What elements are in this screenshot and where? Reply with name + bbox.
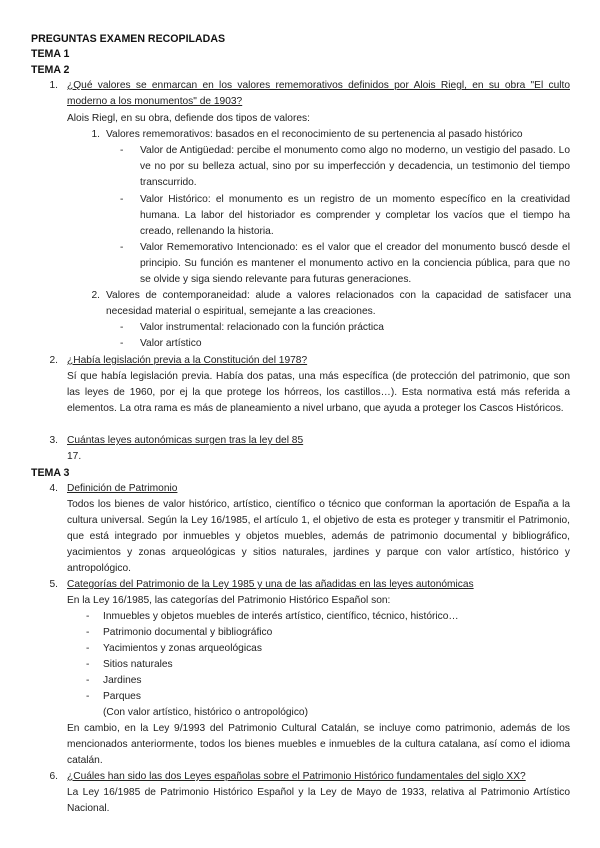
q5-outro: En cambio, en la Ley 9/1993 del Patrimonio Cultural Catalán, se incluye como patrimonio, además de los mencionados anteriormente, todos los bienes muebles e inmuebles de la cultura catalana, así como el idioma catalán. — [67, 723, 570, 766]
question-5: Categorías del Patrimonio de la Ley 1985 y una de las añadidas en las leyes autonómicas — [67, 579, 474, 590]
list-item: Patrimonio documental y bibliográfico — [103, 627, 273, 638]
list-dash: - — [120, 242, 124, 253]
question-number: 4. — [49, 483, 58, 494]
list-item: Sitios naturales — [103, 659, 173, 670]
answer-3: 17. — [67, 451, 82, 462]
list-item: Valor Rememorativo Intencionado: es el valor que el creador del monumento buscó desde el principio. Su función es mantener el monumento activo en la conciencia pública, para que no se olvide y siga siendo relevante para futuras generaciones. — [140, 242, 570, 285]
q1-intro: Alois Riegl, en su obra, defiende dos tipos de valores: — [67, 113, 310, 124]
list-item: Inmuebles y objetos muebles de interés artístico, científico, técnico, histórico… — [103, 611, 459, 622]
list-item: Parques — [103, 691, 141, 702]
question-number: 6. — [49, 771, 58, 782]
question-number: 5. — [49, 579, 58, 590]
q5-intro: En la Ley 16/1985, las categorías del Patrimonio Histórico Español son: — [67, 595, 391, 606]
tema-1-heading: TEMA 1 — [31, 48, 70, 60]
list-dash: - — [120, 194, 124, 205]
question-3: Cuántas leyes autonómicas surgen tras la ley del 85 — [67, 435, 304, 446]
list-item: Valor de Antigüedad: percibe el monumento como algo no moderno, un vestigio del pasado. Lo ve no por su belleza actual, sino por su imperfección y decadencia, un testimonio del tiempo transcurrido. — [140, 145, 570, 188]
list-dash: - — [120, 338, 124, 349]
tema-2-heading: TEMA 2 — [31, 64, 70, 76]
doc-title: PREGUNTAS EXAMEN RECOPILADAS — [31, 33, 226, 45]
question-2: ¿Había legislación previa a la Constitución del 1978? — [67, 355, 308, 366]
answer-2: Sí que había legislación previa. Había dos patas, una más específica (de protección del patrimonio, que son las leyes de 1960, por ej la que protege los hórreos, los castillos…). Esta normativa está más referida a elementos. La otra rama es más de planeamiento a nivel urbano, que ayuda a proteger los Cascos Históricos. — [67, 371, 570, 414]
list-dash: - — [86, 691, 90, 702]
list-item: Valor Histórico: el monumento es un registro de un momento específico en la creatividad humana. La labor del historiador es comprender y completar los vacíos que el tiempo ha creado, rellenando la historia. — [140, 194, 570, 237]
sub-number: 1. — [91, 129, 100, 140]
tema-3-heading: TEMA 3 — [31, 467, 70, 479]
q1-sub2: Valores de contemporaneidad: alude a valores relacionados con la capacidad de satisfacer una necesidad material o espiritual, semejante a las creaciones. — [106, 290, 571, 317]
question-4: Definición de Patrimonio — [67, 483, 178, 494]
question-6: ¿Cuáles han sido las dos Leyes españolas sobre el Patrimonio Histórico fundamentales del siglo XX? — [67, 771, 526, 782]
q5-note: (Con valor artístico, histórico o antropológico) — [103, 707, 308, 718]
answer-4: Todos los bienes de valor histórico, artístico, científico o técnico que conforman la aportación de España a la cultura universal. Según la Ley 16/1985, el artículo 1, el objetivo de esta es proteger y transmitir el Patrimonio, que está integrado por inmuebles y objetos muebles, además de patrimonio documental y bibliográfico, yacimientos y zonas arqueológicas y sitios naturales, jardines y parque con valor artístico, histórico y antropológico. — [67, 499, 570, 574]
list-dash: - — [86, 659, 90, 670]
question-number: 3. — [49, 435, 58, 446]
answer-6: La Ley 16/1985 de Patrimonio Histórico Español y la Ley de Mayo de 1933, relativa al Patrimonio Artístico Nacional. — [67, 787, 570, 814]
question-number: 2. — [49, 355, 58, 366]
list-item: Valor instrumental: relacionado con la función práctica — [140, 322, 384, 333]
list-item: Valor artístico — [140, 338, 202, 349]
sub-number: 2. — [91, 290, 100, 301]
question-1: ¿Qué valores se enmarcan en los valores rememorativos definidos por Alois Riegl, en su obra "El culto moderno a los monumentos" de 1903? — [67, 80, 570, 107]
list-item: Yacimientos y zonas arqueológicas — [103, 643, 262, 654]
list-item: Jardines — [103, 675, 142, 686]
list-dash: - — [86, 675, 90, 686]
list-dash: - — [86, 611, 90, 622]
list-dash: - — [120, 145, 124, 156]
q1-sub1: Valores rememorativos: basados en el reconocimiento de su pertenencia al pasado histórico — [106, 129, 523, 140]
list-dash: - — [86, 643, 90, 654]
list-dash: - — [86, 627, 90, 638]
question-number: 1. — [49, 80, 58, 91]
list-dash: - — [120, 322, 124, 333]
